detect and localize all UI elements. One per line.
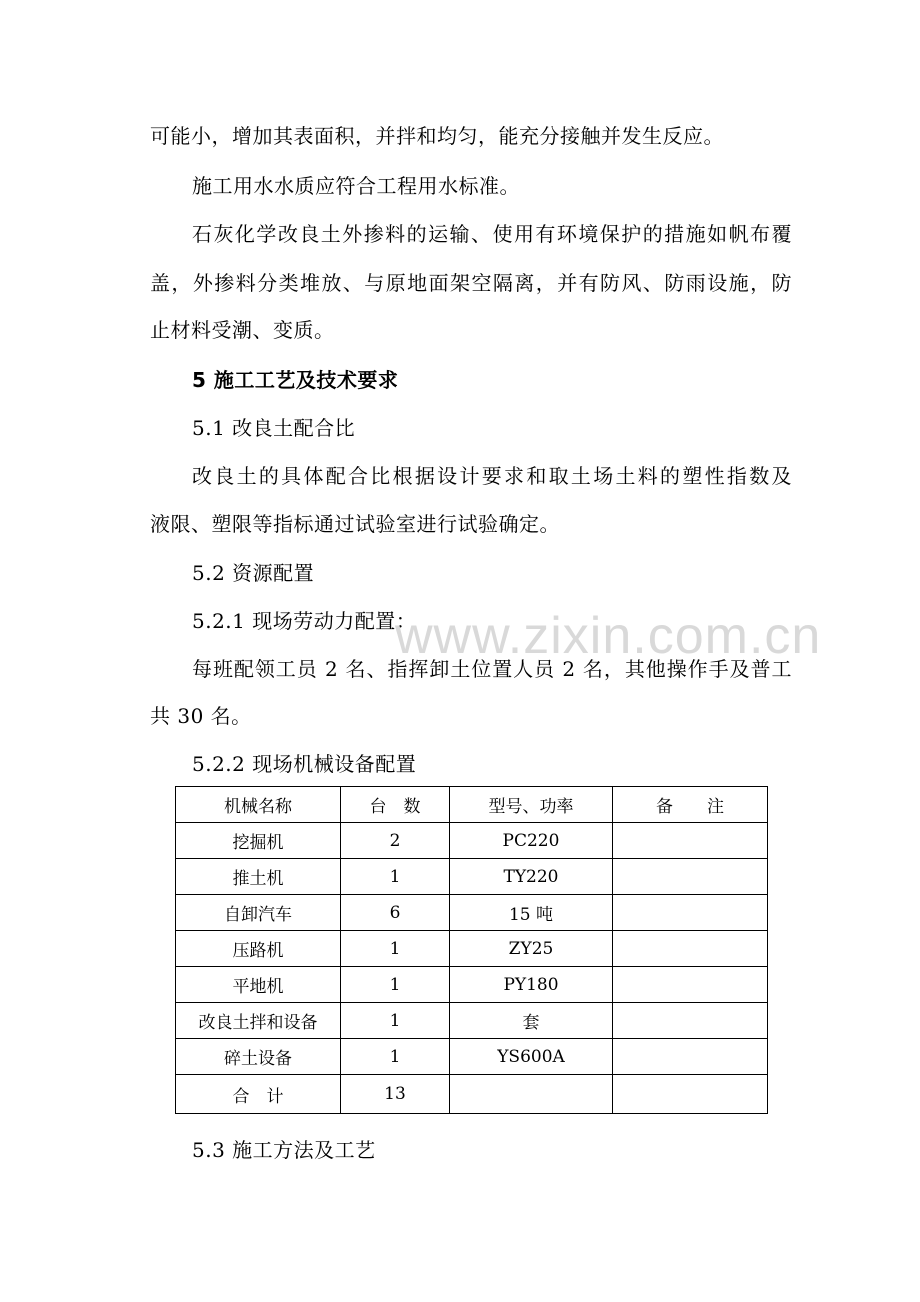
table-cell (613, 859, 768, 895)
subsection-heading: 5.2.2 现场机械设备配置 (192, 752, 417, 776)
table-cell: 自卸汽车 (176, 895, 341, 931)
table-row (176, 1003, 768, 1039)
watermark: www.zixin.com.cn (395, 607, 822, 665)
table-cell: 1 (341, 931, 450, 967)
subsection-heading: 5.1 改良土配合比 (192, 416, 356, 440)
paragraph-line: 石灰化学改良土外掺料的运输、使用有环境保护的措施如帆布覆 (192, 222, 792, 246)
table-cell: YS600A (450, 1039, 613, 1075)
table-cell (613, 1075, 768, 1114)
table-cell (613, 967, 768, 1003)
equipment-table (175, 786, 768, 1114)
table-cell: 合 计 (176, 1075, 341, 1114)
table-row (176, 967, 768, 1003)
table-cell: 平地机 (176, 967, 341, 1003)
table-row (176, 823, 768, 859)
table-cell: 1 (341, 1003, 450, 1039)
table-header-row (176, 787, 768, 823)
table-row (176, 1039, 768, 1075)
table-cell (450, 1075, 613, 1114)
table-cell: 1 (341, 1039, 450, 1075)
table-cell: 1 (341, 967, 450, 1003)
table-cell (613, 1003, 768, 1039)
table-cell: 6 (341, 895, 450, 931)
paragraph-line: 每班配领工员 2 名、指挥卸土位置人员 2 名，其他操作手及普工 (192, 657, 792, 681)
table-row (176, 931, 768, 967)
table-cell (613, 1039, 768, 1075)
table-cell: 压路机 (176, 931, 341, 967)
table-cell: TY220 (450, 859, 613, 895)
paragraph-line: 盖，外掺料分类堆放、与原地面架空隔离，并有防风、防雨设施，防 (150, 271, 792, 295)
paragraph-line: 止材料受潮、变质。 (150, 318, 335, 342)
subsection-heading: 5.2.1 现场劳动力配置： (192, 609, 417, 633)
subsection-heading: 5.3 施工方法及工艺 (192, 1138, 376, 1162)
table-cell: 挖掘机 (176, 823, 341, 859)
column-header: 台 数 (341, 787, 450, 823)
table-cell (613, 823, 768, 859)
table-cell: 15 吨 (450, 895, 613, 931)
table-cell: PY180 (450, 967, 613, 1003)
table-row (176, 859, 768, 895)
table-cell: 套 (450, 1003, 613, 1039)
table-cell: ZY25 (450, 931, 613, 967)
column-header: 备 注 (613, 787, 768, 823)
table-cell: 改良土拌和设备 (176, 1003, 341, 1039)
paragraph-line: 施工用水水质应符合工程用水标准。 (192, 174, 520, 198)
paragraph-line: 改良土的具体配合比根据设计要求和取土场土料的塑性指数及 (192, 464, 792, 488)
paragraph-line: 液限、塑限等指标通过试验室进行试验确定。 (150, 512, 560, 536)
table-cell: 碎土设备 (176, 1039, 341, 1075)
table-total-row (176, 1075, 768, 1114)
table-cell: 推土机 (176, 859, 341, 895)
table-cell (613, 931, 768, 967)
table-row (176, 895, 768, 931)
table-cell: PC220 (450, 823, 613, 859)
section-heading: 5 施工工艺及技术要求 (192, 368, 399, 392)
column-header: 机械名称 (176, 787, 341, 823)
paragraph-line: 共 30 名。 (150, 704, 252, 728)
paragraph-line: 可能小，增加其表面积，并拌和均匀，能充分接触并发生反应。 (150, 124, 724, 148)
table-cell: 2 (341, 823, 450, 859)
table-cell: 13 (341, 1075, 450, 1114)
column-header: 型号、功率 (450, 787, 613, 823)
subsection-heading: 5.2 资源配置 (192, 561, 315, 585)
table-cell (613, 895, 768, 931)
table-cell: 1 (341, 859, 450, 895)
